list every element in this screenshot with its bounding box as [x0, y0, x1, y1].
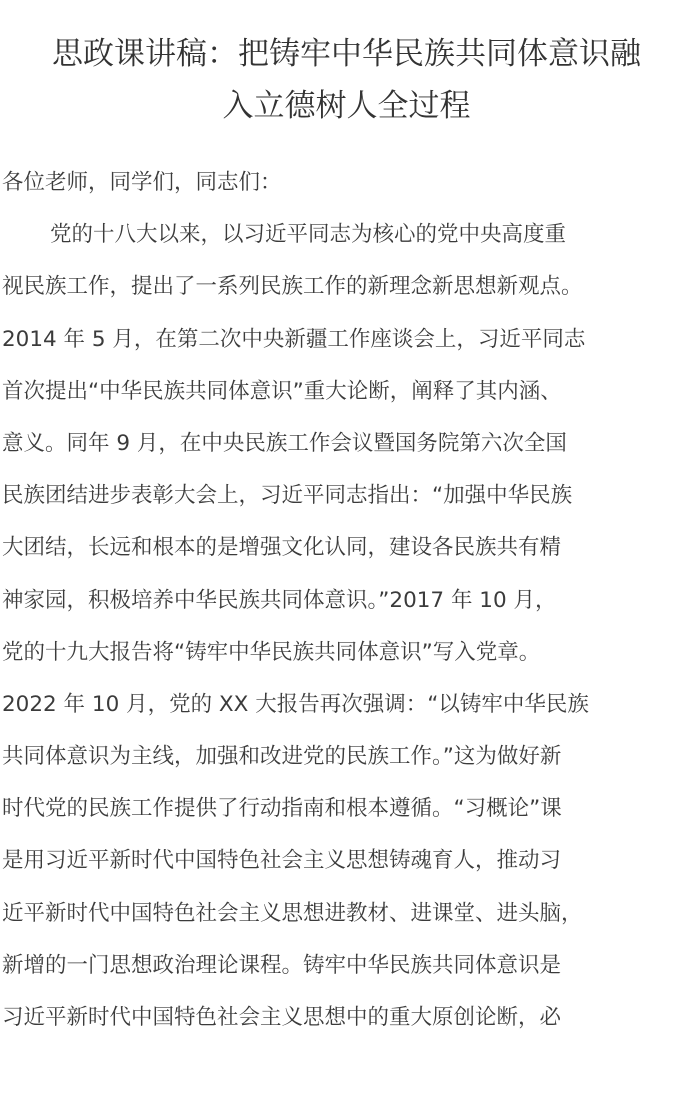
paragraph-line: 习近平新时代中国特色社会主义思想中的重大原创论断，必: [2, 1005, 562, 1030]
paragraph-line: 意义。同年 9 月，在中央民族工作会议暨国务院第六次全国: [2, 430, 567, 456]
paragraph-line: 民族团结进步表彰大会上，习近平同志指出：“加强中华民族: [2, 483, 573, 509]
title-line: 入立德树人全过程: [222, 88, 471, 124]
paragraph-line: 党的十九大报告将“铸牢中华民族共同体意识”写入党章。: [2, 639, 541, 665]
paragraph-line: 大团结，长远和根本的是增强文化认同，建设各民族共有精: [2, 535, 562, 561]
paragraph-line: 神家园，积极培养中华民族共同体意识。”2017 年 10 月，: [2, 587, 557, 613]
paragraph-line: 2022 年 10 月，党的 XX 大报告再次强调：“以铸牢中华民族: [2, 691, 589, 717]
paragraph-line: 新增的一门思想政治理论课程。铸牢中华民族共同体意识是: [2, 952, 562, 978]
title-line: 思政课讲稿：把铸牢中华民族共同体意识融: [52, 36, 641, 72]
paragraph-line: 时代党的民族工作提供了行动指南和根本遵循。“习概论”课: [2, 796, 562, 822]
paragraph-line: 2014 年 5 月，在第二次中央新疆工作座谈会上，习近平同志: [2, 326, 586, 352]
paragraph-line: 首次提出“中华民族共同体意识”重大论断，阐释了其内涵、: [2, 378, 562, 404]
paragraph-line: 是用习近平新时代中国特色社会主义思想铸魂育人，推动习: [2, 848, 562, 874]
paragraph-line: 视民族工作，提出了一系列民族工作的新理念新思想新观点。: [2, 274, 583, 300]
paragraph-line: 近平新时代中国特色社会主义思想进教材、进课堂、进头脑，: [2, 900, 583, 926]
salutation: 各位老师，同学们，同志们：: [2, 170, 282, 195]
document-body: [2, 157, 693, 1044]
paragraph-line: 党的十八大以来，以习近平同志为核心的党中央高度重: [50, 222, 567, 248]
paragraph-line: 共同体意识为主线，加强和改进党的民族工作。”这为做好新: [2, 744, 562, 770]
document-title: [0, 28, 693, 132]
